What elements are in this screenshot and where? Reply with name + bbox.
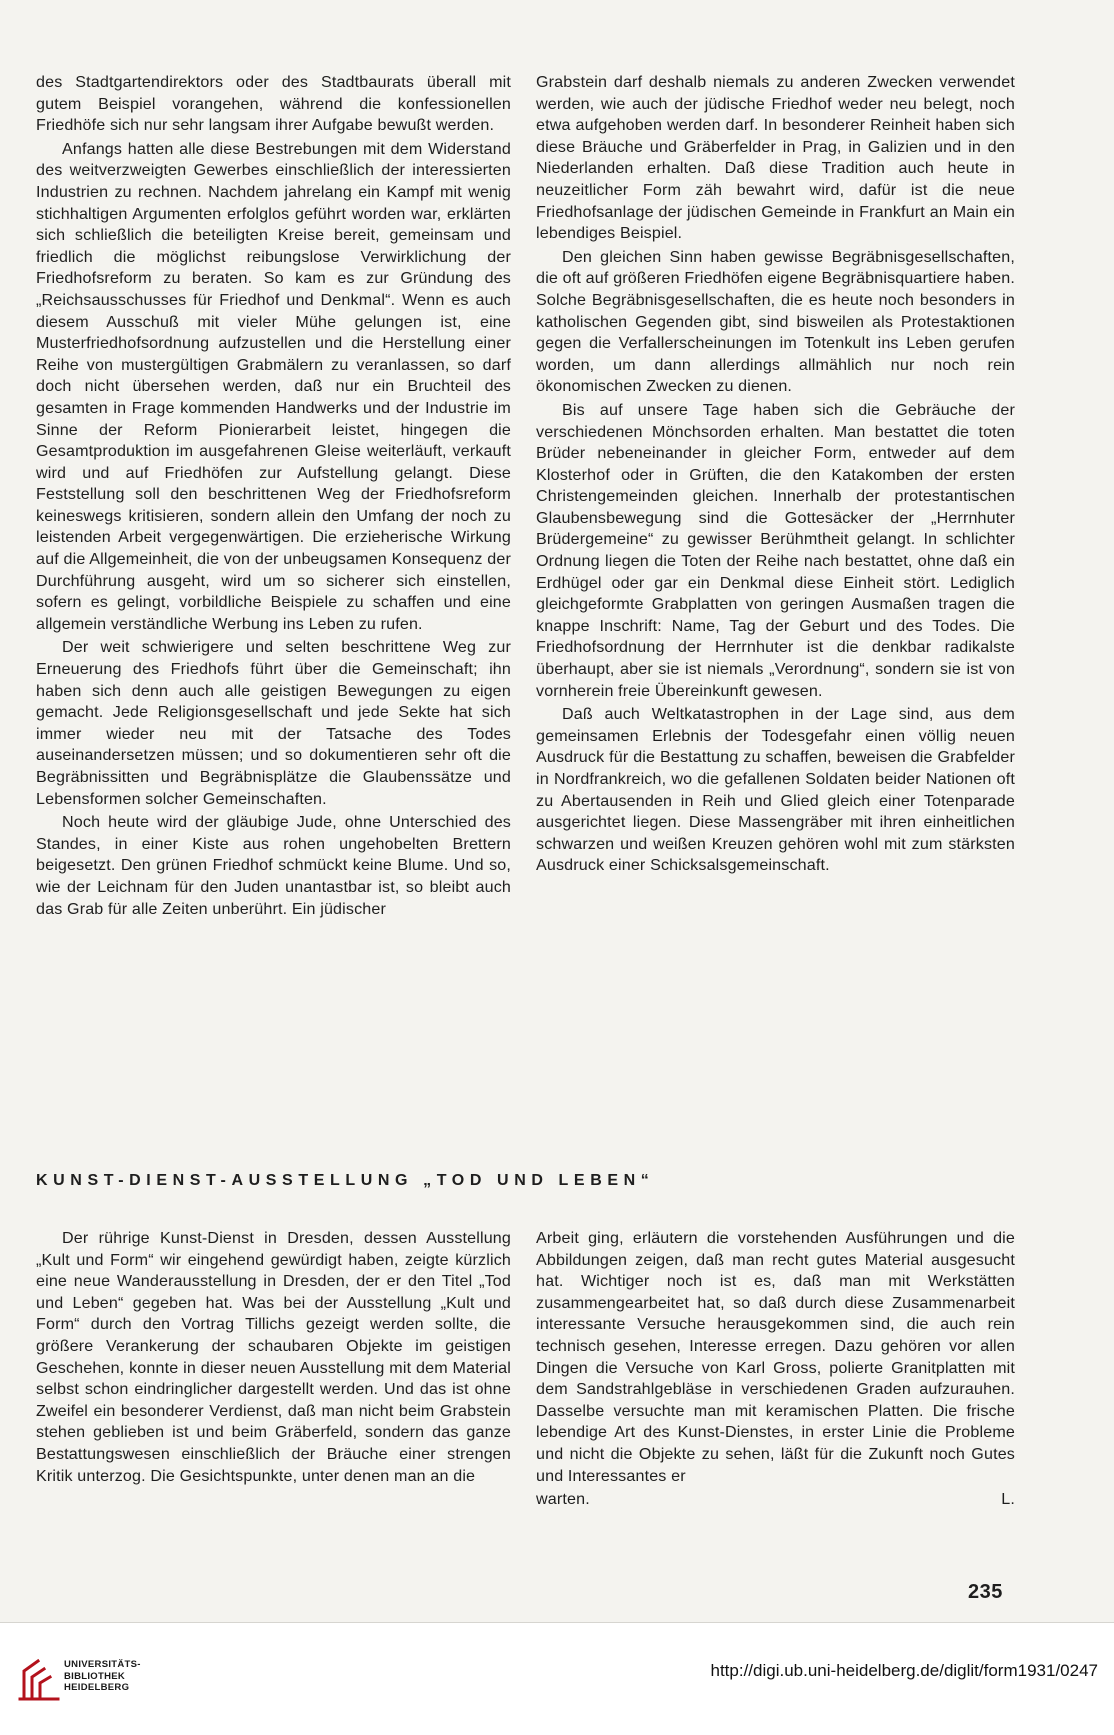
ub-heidelberg-logo-icon [18, 1657, 62, 1703]
text-column-bottom-left [36, 1228, 511, 1489]
text-column-bottom-right [536, 1228, 1015, 1511]
library-name-line: BIBLIOTHEK [64, 1670, 126, 1682]
paragraph: Daß auch Weltkatastrophen in der Lage sind, aus dem gemeinsamen Erlebnis der Todesgefahr einen völlig neuen Ausdruck für die Bestattung zu schaffen, beweisen die Grabfelder in Nordfrankreich, wo die gefallenen Soldaten beider Nationen oft zu Abertausenden in Reih und Glied gleich einer Totenparade ausgerichtet liegen. Diese Massengräber mit ihren einheitlichen schwarzen und weißen Kreuzen gehören wohl mit zum stärksten Ausdruck einer Schicksalsgemeinschaft. [536, 705, 1015, 875]
paragraph: Der weit schwierigere und selten beschrittene Weg zur Erneuerung des Friedhofs führt über die Gemeinschaft; ihn haben sich denn auch alle geistigen Bewegungen zu eigen gemacht. Jede Religionsgesellschaft und jede Sekte hat sich immer wieder neu mit der Tatsache des Todes auseinandersetzen müssen; und so dokumentieren sehr oft die Begräbnissitten und Begräbnisplätze die Glaubenssätze und Lebensformen solcher Gemeinschaften. [36, 638, 511, 808]
footer [0, 1623, 1114, 1735]
signature-line [536, 1489, 1015, 1511]
author-signature: L. [1001, 1490, 1015, 1509]
source-url-link[interactable]: http://digi.ub.uni-heidelberg.de/diglit/form1931/0247 [710, 1661, 1098, 1680]
page-number: 235 [968, 1581, 1003, 1603]
paragraph: Anfangs hatten alle diese Bestrebungen mit dem Widerstand des weitverzweigten Gewerbes einschließlich der interessierten Industrien zu rechnen. Nachdem jahrelang ein Kampf mit wenig stichhaltigen Argumenten erfolglos geführt worden war, erklärten sich schließlich die beteiligten Kreise bereit, gemeinsam und friedlich die möglichst reibungslose Verwirklichung der Friedhofsreform zu beraten. So kam es zur Gründung des „Reichsausschusses für Friedhof und Denkmal“. Wenn es auch diesem Ausschuß mit vieler Mühe gelungen ist, eine Musterfriedhofsordnung aufzustellen und die Herstellung einer Reihe von mustergültigen Grabmälern zu veranlassen, so darf doch nicht übersehen werden, daß nur ein Bruchteil des gesamten in Frage kommenden Handwerks und der Industrie im Sinne der Reform Pionierarbeit leistet, hingegen die Gesamtproduktion im ausgefahrenen Gleise weiterläuft, verkauft wird und auf Friedhöfen zur Aufstellung gelangt. Diese Feststellung soll den beschrittenen Weg der Friedhofsreform keineswegs kritisieren, sondern allein den Umfang der noch zu leistenden Arbeit vergegenwärtigen. Die erzieherische Wirkung auf die Allgemeinheit, die von der unbeugsamen Konsequenz der Durchführung ausgeht, wird um so sicherer sich einstellen, sofern es gelingt, vorbildliche Beispiele zu schaffen und eine allgemein verständliche Werbung ins Leben zu rufen. [36, 139, 511, 633]
paragraph: Bis auf unsere Tage haben sich die Gebräuche der verschiedenen Mönchsorden erhalten. Man bestattet die toten Brüder nebeneinander in gleicher Form, entweder auf dem Klosterhof oder in Grüften, die den Katakomben der ersten Christengemeinden gleichen. Innerhalb der protestantischen Glaubensbewegung sind die Gottesäcker der „Herrnhuter Brüdergemeine“ zu gewisser Berühmtheit gelangt. In schlichter Ordnung liegen die Toten der Reihe nach bestattet, ohne daß ein Erdhügel oder gar ein Denkmal diese Einheit stört. Lediglich gleichgeformte Grabplatten von geringen Ausmaßen tragen die knappe Inschrift: Name, Tag der Geburt und des Todes. Die Friedhofsordnung der Herrnhuter ist die denkbar radikalste überhaupt, aber sie ist niemals „Verordnung“, sondern sie ist von vornherein freie Übereinkunft gewesen. [536, 400, 1015, 700]
text-column-top-right [536, 72, 1015, 879]
library-name-line: HEIDELBERG [64, 1682, 130, 1693]
last-word: warten. [536, 1490, 590, 1509]
paragraph: des Stadtgartendirektors oder des Stadtbaurats überall mit gutem Beispiel vorangehen, während die konfessionellen Friedhöfe sich nur sehr langsam ihrer Aufgabe bewußt werden. [36, 73, 511, 135]
paragraph: Noch heute wird der gläubige Jude, ohne Unterschied des Standes, in einer Kiste aus rohen ungehobelten Brettern beigesetzt. Den grünen Friedhof schmückt keine Blume. Und so, wie der Leichnam für den Juden unantastbar ist, so bleibt auch das Grab für alle Zeiten unberührt. Ein jüdischer [36, 813, 511, 918]
paragraph: Den gleichen Sinn haben gewisse Begräbnisgesellschaften, die oft auf größeren Friedhöfen eigene Begräbnisquartiere haben. Solche Begräbnisgesellschaften, die es heute noch besonders in katholischen Gegenden gibt, sind bisweilen als Protestaktionen gegen die Verfallerscheinungen im Totenkult ins Leben gerufen worden, um dann allerdings allmählich nur noch rein ökonomischen Zwecken zu dienen. [536, 247, 1015, 396]
section-heading: KUNST-DIENST-AUSSTELLUNG „TOD UND LEBEN“ [36, 1172, 655, 1189]
paragraph: Arbeit ging, erläutern die vorstehenden Ausführungen und die Abbildungen zeigen, daß man recht gutes Material ausgesucht hat. Wichtiger noch ist es, daß man mit Werkstätten zusammengearbeitet hat, so daß durch diese Zusammenarbeit interessante Versuche herausgekommen sind, die auch rein technisch gesehen, Interesse erregen. Dazu gehören vor allen Dingen die Versuche von Karl Gross, polierte Granitplatten mit dem Sandstrahlgebläse in verschiedenen Graden aufzurauhen. Dasselbe versuchte man mit keramischen Platten. Die frische lebendige Art des Kunst-Dienstes, in erster Linie die Probleme und nicht die Objekte zu sehen, läßt für die Zukunft noch Gutes und Interessantes er [536, 1229, 1015, 1485]
text-column-top-left [36, 72, 511, 922]
library-name-line: UNIVERSITÄTS- [64, 1659, 141, 1670]
paragraph: Grabstein darf deshalb niemals zu anderen Zwecken verwendet werden, wie auch der jüdische Friedhof weder neu belegt, noch etwa aufgehoben werden darf. In besonderer Reinheit haben sich diese Bräuche und Gräberfelder in Prag, in Galizien und in den Niederlanden erhalten. Daß diese Tradition auch heute in neuzeitlicher Form zäh bewahrt wird, dafür ist die neue Friedhofsanlage der jüdischen Gemeinde in Frankfurt an Main ein lebendiges Beispiel. [536, 73, 1015, 243]
library-name [64, 1659, 141, 1694]
paragraph: Der rührige Kunst-Dienst in Dresden, dessen Ausstellung „Kult und Form“ wir eingehend gewürdigt haben, zeigte kürzlich eine neue Wanderausstellung in Dresden, der er den Titel „Tod und Leben“ gegeben hat. Was bei der Ausstellung „Kult und Form“ durch den Vortrag Tillichs gezeigt werden sollte, die größere Verankerung der schaubaren Objekte im geistigen Geschehen, konnte in dieser neuen Ausstellung mit dem Material selbst schon eindringlicher dargestellt werden. Und das ist ohne Zweifel ein besonderer Verdienst, daß man nicht beim Grabstein stehen geblieben ist und beim Gräberfeld, sondern das ganze Bestattungswesen einschließlich der Bräuche einer strengen Kritik unterzog. Die Gesichtspunkte, unter denen man an die [36, 1229, 511, 1485]
